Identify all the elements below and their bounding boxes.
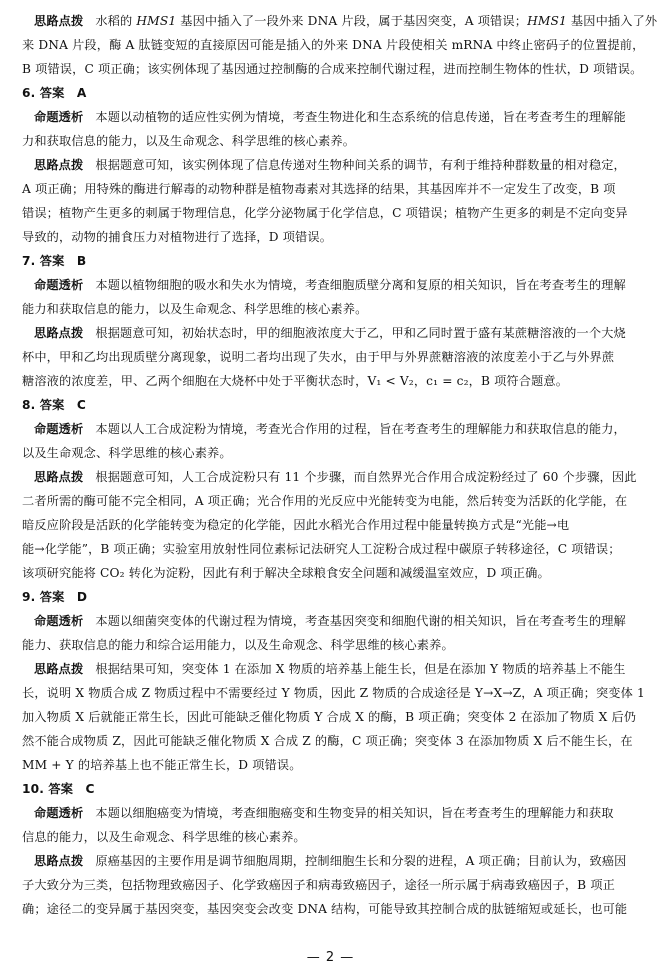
text-line: 二者所需的酶可能不完全相同，A 项正确；光合作用的光反应中光能转变为电能，然后转变为活跃的化学能，在 bbox=[22, 494, 628, 508]
logic-label: 思路点拨 bbox=[34, 470, 84, 484]
logic-label: 思路点拨 bbox=[34, 158, 84, 172]
text-line: 能力和获取信息的能力，以及生命观念、科学思维的核心素养。 bbox=[22, 302, 368, 316]
text-line: 导致的，动物的捕食压力对植物进行了选择，D 项错误。 bbox=[22, 230, 333, 244]
text-line: 该项研究能将 CO₂ 转化为淀粉，因此有利于解决全球粮食安全问题和减缓温室效应，D 项正确。 bbox=[22, 566, 550, 580]
text-line: 命题透析 本题以植物细胞的吸水和失水为情境，考查细胞质壁分离和复原的相关知识，旨在考查考生的理解 bbox=[34, 278, 626, 292]
text-line: B 项错误，C 项正确；该实例体现了基因通过控制酶的合成来控制代谢过程，进而控制生物体的性状，D 项错误。 bbox=[22, 62, 643, 76]
page-number: — 2 — bbox=[306, 950, 355, 965]
text-line: 然不能合成物质 Z，因此可能缺乏催化物质 X 合成 Z 的酶，C 项正确；突变体 3 在添加物质 X 后不能生长，在 bbox=[22, 734, 633, 748]
text-line: 信息的能力，以及生命观念、科学思维的核心素养。 bbox=[22, 830, 306, 844]
text-line: 来 DNA 片段，酶 A 肽链变短的直接原因可能是插入的外来 DNA 片段使相关 mRNA 中终止密码子的位置提前， bbox=[22, 38, 645, 52]
text-line: 命题透析 本题以细胞癌变为情境，考查细胞癌变和生物变异的相关知识，旨在考查考生的理解能力和获取 bbox=[34, 806, 614, 820]
text-line: 错误；植物产生更多的刺属于物理信息，化学分泌物属于化学信息，C 项错误；植物产生更多的刺是不定向变异 bbox=[22, 206, 628, 220]
text-line: 力和获取信息的能力，以及生命观念、科学思维的核心素养。 bbox=[22, 134, 356, 148]
text-line: 命题透析 本题以人工合成淀粉为情境，考查光合作用的过程，旨在考查考生的理解能力和获取信息的能力， bbox=[34, 422, 626, 436]
text-line: 能→化学能”，B 项正确；实验室用放射性同位素标记法研究人工淀粉合成过程中碳原子转移途径，C 项错误； bbox=[22, 542, 621, 556]
answer-9 bbox=[22, 585, 645, 777]
gene-name: HMS1 bbox=[527, 14, 567, 28]
answer-7 bbox=[22, 249, 639, 393]
text-line: 思路点拨 原癌基因的主要作用是调节细胞周期，控制细胞生长和分裂的进程，A 项正确；目前认为，致癌因 bbox=[34, 854, 627, 868]
text-line: 杯中，甲和乙均出现质壁分离现象，说明二者均出现了失水，由于甲与外界蔗糖溶液的浓度差小于乙与外界蔗 bbox=[22, 350, 615, 364]
text-line: 能力、获取信息的能力和综合运用能力，以及生命观念、科学思维的核心素养。 bbox=[22, 638, 454, 652]
answer-heading: 7. 答案 B bbox=[22, 254, 87, 268]
answer-5-continuation bbox=[22, 9, 658, 81]
text-line: 长，说明 X 物质合成 Z 物质过程中不需要经过 Y 物质，因此 Z 物质的合成途径是 Y→X→Z，A 项正确；突变体 1 bbox=[22, 686, 645, 700]
intent-label: 命题透析 bbox=[34, 110, 84, 124]
answer-heading: 10. 答案 C bbox=[22, 782, 95, 796]
logic-label: 思路点拨 bbox=[34, 14, 84, 28]
answer-heading: 6. 答案 A bbox=[22, 86, 87, 100]
gene-name: HMS1 bbox=[136, 14, 177, 28]
answer-heading: 8. 答案 C bbox=[22, 398, 86, 412]
text-line: 糖溶液的浓度差，甲、乙两个细胞在大烧杯中处于平衡状态时，V₁ < V₂，c₁ = c₂，B 项符合题意。 bbox=[22, 374, 569, 388]
text-line: MM + Y 的培养基上也不能正常生长，D 项错误。 bbox=[22, 758, 302, 772]
text-line: 命题透析 本题以细菌突变体的代谢过程为情境，考查基因突变和细胞代谢的相关知识，旨在考查考生的理解 bbox=[34, 614, 626, 628]
intent-label: 命题透析 bbox=[34, 278, 84, 292]
text-line: 思路点拨 根据题意可知，人工合成淀粉只有 11 个步骤，而自然界光合作用合成淀粉经过了 60 个步骤，因此 bbox=[34, 470, 637, 484]
text-line: 加入物质 X 后就能正常生长，因此可能缺乏催化物质 Y 合成 X 的酶，B 项正确；突变体 2 在添加了物质 X 后仍 bbox=[22, 710, 637, 724]
intent-label: 命题透析 bbox=[34, 422, 84, 436]
answer-8 bbox=[22, 393, 639, 585]
intent-label: 命题透析 bbox=[34, 614, 84, 628]
logic-label: 思路点拨 bbox=[34, 662, 84, 676]
text-line: 命题透析 本题以动植物的适应性实例为情境，考查生物进化和生态系统的信息传递，旨在考查考生的理解能 bbox=[34, 110, 626, 124]
logic-label: 思路点拨 bbox=[34, 326, 84, 340]
answer-6 bbox=[22, 81, 639, 249]
answer-heading: 9. 答案 D bbox=[22, 590, 88, 604]
text-line: 确；途径二的变异属于基因突变，基因突变会改变 DNA 结构，可能导致其控制合成的肽链缩短或延长，也可能 bbox=[22, 902, 628, 916]
text-line: 子大致分为三类，包括物理致癌因子、化学致癌因子和病毒致癌因子，途径一所示属于病毒致癌因子，B 项正 bbox=[22, 878, 615, 892]
text-line: 思路点拨 根据题意可知，该实例体现了信息传递对生物种间关系的调节，有利于维持种群数量的相对稳定， bbox=[34, 158, 626, 172]
text-line: 以及生命观念、科学思维的核心素养。 bbox=[22, 446, 232, 460]
text-line: 思路点拨 根据题意可知，初始状态时，甲的细胞液浓度大于乙，甲和乙同时置于盛有某蔗糖溶液的一个大烧 bbox=[34, 326, 626, 340]
text-line: 暗反应阶段是活跃的化学能转变为稳定的化学能，因此水稻光合作用过程中能量转换方式是“光能→电 bbox=[22, 518, 570, 532]
text-line: A 项正确；用特殊的酶进行解毒的动物种群是植物毒素对其选择的结果，其基因库并不一定发生了改变，B 项 bbox=[22, 182, 616, 196]
text-line: 思路点拨 根据结果可知，突变体 1 在添加 X 物质的培养基上能生长，但是在添加 Y 物质的培养基上不能生 bbox=[34, 662, 626, 676]
intent-label: 命题透析 bbox=[34, 806, 84, 820]
text-line: 思路点拨 水稻的 HMS1 基因中插入了一段外来 DNA 片段，属于基因突变，A 项错误；HMS1 基因中插入了外 bbox=[34, 14, 658, 28]
answer-10 bbox=[22, 777, 639, 921]
logic-label: 思路点拨 bbox=[34, 854, 84, 868]
